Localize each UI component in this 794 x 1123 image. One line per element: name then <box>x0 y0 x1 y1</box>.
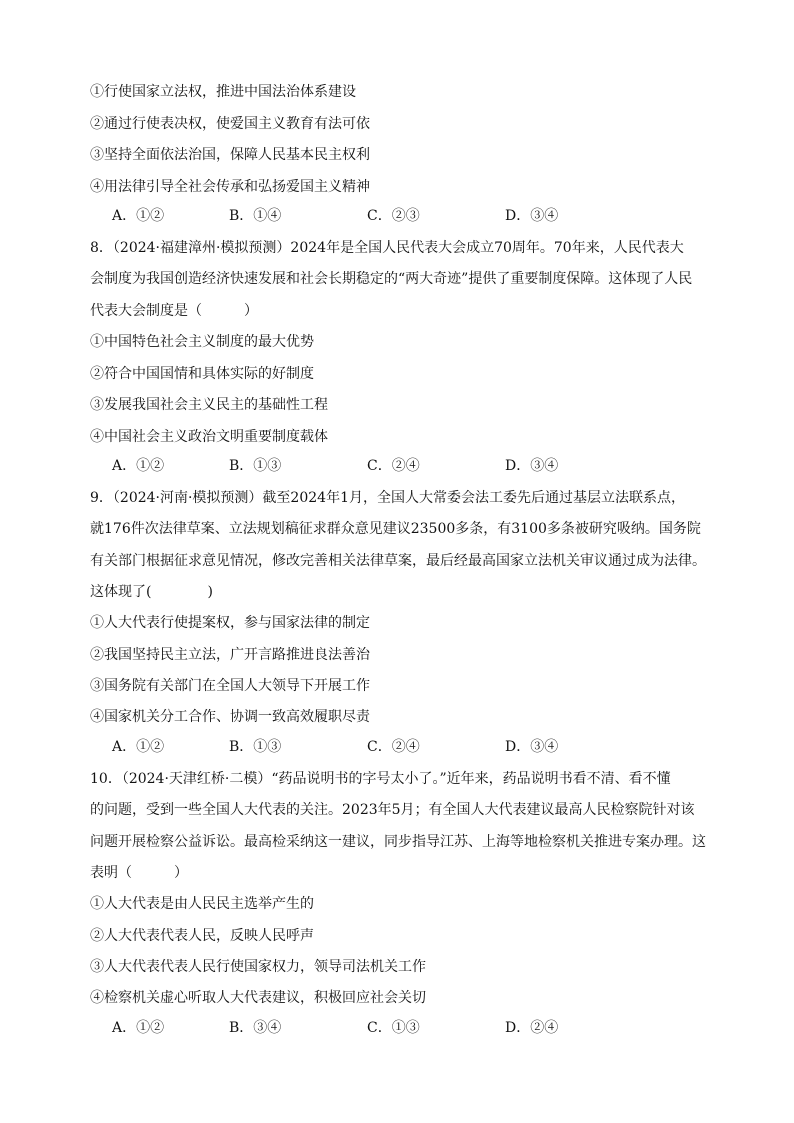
q9-stem-line-1: 9．（2024·河南·模拟预测）截至2024年1月，全国人大常委会法工委先后通过基层立法联系点， <box>90 490 685 506</box>
q9-answer-choices <box>112 737 712 757</box>
q10-choice-d: D．②④ <box>505 1020 559 1036</box>
q8-stem-line-3: 代表大会制度是（ ） <box>90 303 258 319</box>
q9-option-3: ③国务院有关部门在全国人大领导下开展工作 <box>90 678 370 694</box>
q10-choice-a: A．①② <box>112 1020 165 1036</box>
q10-choice-b: B．③④ <box>229 1020 282 1036</box>
q9-stem-line-2: 就176件次法律草案、立法规划稿征求群众意见建议23500多条，有3100多条被研究吸纳。国务院 <box>90 521 701 537</box>
q9-option-1: ①人大代表行使提案权，参与国家法律的制定 <box>90 615 370 631</box>
q10-answer-choices <box>112 1018 712 1038</box>
q9-option-4: ④国家机关分工合作、协调一致高效履职尽责 <box>90 709 370 725</box>
q8-option-2: ②符合中国国情和具体实际的好制度 <box>90 366 314 382</box>
q7-choice-d: D．③④ <box>505 208 559 224</box>
q10-stem-line-3: 问题开展检察公益诉讼。最高检采纳这一建议，同步指导江苏、上海等地检察机关推进专案办理。这 <box>90 834 706 850</box>
q10-choice-c: C．①③ <box>367 1020 420 1036</box>
q8-stem-line-2: 会制度为我国创造经济快速发展和社会长期稳定的“两大奇迹”提供了重要制度保障。这体现了人民 <box>90 271 693 287</box>
q8-choice-d: D．③④ <box>505 458 559 474</box>
q10-stem-line-4: 表明（ ） <box>90 865 188 881</box>
q9-choice-d: D．③④ <box>505 739 559 755</box>
q10-option-4: ④检察机关虚心听取人大代表建议，积极回应社会关切 <box>90 990 426 1006</box>
q9-stem-line-3: 有关部门根据征求意见情况，修改完善相关法律草案，最后经最高国家立法机关审议通过成为法律。 <box>90 553 706 569</box>
q8-stem-line-1: 8．（2024·福建漳州·模拟预测）2024年是全国人民代表大会成立70周年。70年来，人民代表大 <box>90 240 684 256</box>
q7-option-4: ④用法律引导全社会传承和弘扬爱国主义精神 <box>90 179 370 195</box>
q10-option-1: ①人大代表是由人民民主选举产生的 <box>90 896 314 912</box>
q7-answer-choices <box>112 206 712 226</box>
q9-option-2: ②我国坚持民主立法，广开言路推进良法善治 <box>90 647 370 663</box>
q9-choice-b: B．①③ <box>229 739 282 755</box>
q8-option-4: ④中国社会主义政治文明重要制度载体 <box>90 429 328 445</box>
q8-option-3: ③发展我国社会主义民主的基础性工程 <box>90 397 328 413</box>
q9-stem-line-4: 这体现了( ) <box>90 584 213 600</box>
q10-stem-line-1: 10．（2024·天津红桥·二模）“药品说明书的字号太小了。”近年来，药品说明书看不清、看不懂 <box>90 771 671 787</box>
q7-option-3: ③坚持全面依法治国，保障人民基本民主权利 <box>90 147 370 163</box>
q7-choice-a: A．①② <box>112 208 165 224</box>
q7-choice-c: C．②③ <box>367 208 420 224</box>
q7-choice-b: B．①④ <box>229 208 282 224</box>
q9-choice-c: C．②④ <box>367 739 420 755</box>
q8-choice-a: A．①② <box>112 458 165 474</box>
q10-option-2: ②人大代表代表人民，反映人民呼声 <box>90 928 314 944</box>
q8-choice-b: B．①③ <box>229 458 282 474</box>
q10-stem-line-2: 的问题，受到一些全国人大代表的关注。2023年5月；有全国人大代表建议最高人民检察院针对该 <box>90 802 695 818</box>
q8-answer-choices <box>112 456 712 476</box>
q10-option-3: ③人大代表代表人民行使国家权力，领导司法机关工作 <box>90 959 426 975</box>
q7-option-1: ①行使国家立法权，推进中国法治体系建设 <box>90 84 356 100</box>
q8-choice-c: C．②④ <box>367 458 420 474</box>
q8-option-1: ①中国特色社会主义制度的最大优势 <box>90 334 314 350</box>
q9-choice-a: A．①② <box>112 739 165 755</box>
q7-option-2: ②通过行使表决权，使爱国主义教育有法可依 <box>90 116 370 132</box>
